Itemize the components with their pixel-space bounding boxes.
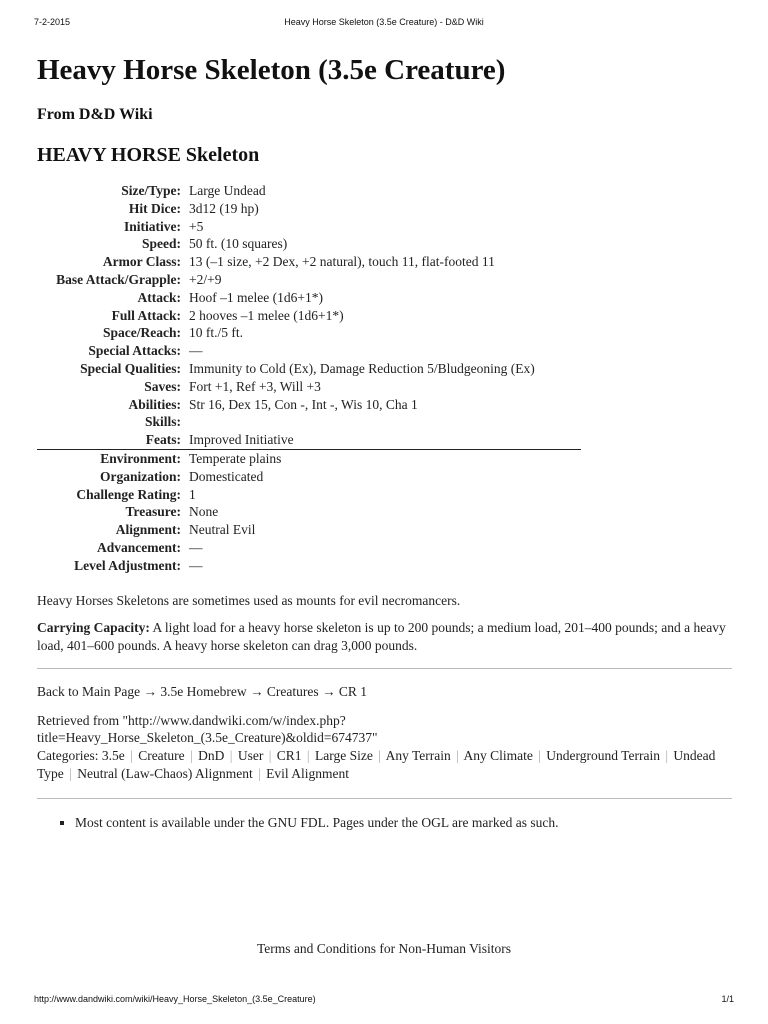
stat-row	[37, 360, 581, 378]
stat-label: Space/Reach:	[103, 325, 181, 341]
stat-row	[37, 307, 581, 325]
carrying-capacity-text: A light load for a heavy horse skeleton is up to 200 pounds; a medium load, 201–400 pounds; and a heavy load, 401–600 pounds. A heavy horse skeleton can drag 3,000 pounds.	[37, 620, 726, 653]
stat-label: Feats:	[37, 431, 189, 449]
breadcrumb-link-homebrew[interactable]: 3.5e Homebrew	[160, 684, 247, 700]
breadcrumb-arrow: →	[321, 684, 336, 700]
stat-block	[37, 182, 581, 575]
category-separator: |	[69, 766, 72, 782]
stat-row	[37, 539, 581, 557]
stat-value: 3d12 (19 hp)	[189, 200, 259, 216]
stat-value: +5	[189, 218, 204, 234]
stat-value: Str 16, Dex 15, Con -, Int -, Wis 10, Cha 1	[189, 396, 418, 412]
stat-value: 10 ft./5 ft.	[189, 325, 243, 341]
print-title: Heavy Horse Skeleton (3.5e Creature) - D&D Wiki	[284, 17, 484, 27]
stat-label: Advancement:	[97, 539, 181, 555]
category-separator: |	[190, 747, 193, 763]
retrieved-from: Retrieved from "http://www.dandwiki.com/w/index.php? title=Heavy_Horse_Skeleton_(3.5e_Creature)&oldid=674737"	[37, 712, 378, 746]
stat-value	[189, 413, 581, 431]
stat-value: Neutral Evil	[189, 522, 256, 538]
stat-row	[37, 235, 581, 253]
stat-label: Treasure:	[125, 504, 181, 520]
breadcrumb-arrow: →	[143, 684, 157, 700]
category-link[interactable]: Any Climate	[463, 747, 533, 763]
print-date: 7-2-2015	[34, 17, 71, 27]
stat-value: Fort +1, Ref +3, Will +3	[189, 378, 321, 394]
stat-value: 13 (–1 size, +2 Dex, +2 natural), touch 11, flat-footed 11	[189, 254, 495, 270]
category-link[interactable]: Large Size	[315, 747, 373, 763]
stat-label: Initiative:	[124, 218, 181, 234]
creature-heading: HEAVY HORSE Skeleton	[37, 144, 260, 166]
category-link[interactable]: Undead Type	[37, 747, 716, 782]
stat-value: —	[189, 539, 203, 555]
print-url: http://www.dandwiki.com/wiki/Heavy_Horse_Skeleton_(3.5e_Creature)	[34, 994, 316, 1004]
footer-note: ▪ Most content is available under the GNU FDL. Pages under the OGL are marked as such.	[75, 814, 732, 832]
description: Heavy Horses Skeletons are sometimes used as mounts for evil necromancers.	[37, 592, 461, 608]
category-link[interactable]: Underground Terrain	[546, 747, 660, 763]
divider	[37, 798, 732, 799]
stat-row	[37, 468, 581, 486]
stat-value: Immunity to Cold (Ex), Damage Reduction 5/Bludgeoning (Ex)	[189, 360, 535, 376]
stat-row	[37, 253, 581, 271]
category-separator: |	[306, 747, 310, 763]
site-subtitle: From D&D Wiki	[37, 106, 153, 123]
stat-label: Attack:	[137, 289, 181, 305]
stat-value: Temperate plains	[189, 450, 282, 466]
terms-link[interactable]: Terms and Conditions for Non-Human Visitors	[256, 941, 512, 956]
stat-label: Organization:	[100, 468, 181, 484]
stat-value: —	[189, 343, 203, 359]
stat-value: None	[189, 504, 219, 520]
stat-row	[37, 431, 581, 449]
stat-value: +2/+9	[189, 271, 222, 287]
category-separator: |	[130, 747, 133, 763]
stat-value: Domesticated	[189, 468, 264, 484]
category-separator: |	[268, 747, 272, 763]
stat-label: Special Qualities:	[80, 360, 181, 376]
stat-row	[37, 503, 581, 521]
stat-value: 1	[189, 486, 196, 502]
stat-row	[37, 378, 581, 396]
stat-label: Saves:	[144, 378, 181, 394]
stat-row	[37, 486, 581, 504]
stat-row	[37, 521, 581, 539]
stat-label: Size/Type:	[121, 183, 181, 198]
stat-label: Alignment:	[115, 522, 181, 538]
category-link[interactable]: 3.5e	[101, 747, 125, 763]
stat-label: Challenge Rating:	[76, 486, 181, 502]
divider	[37, 668, 732, 669]
breadcrumb	[37, 683, 732, 701]
stat-label: Full Attack:	[111, 307, 181, 323]
category-link[interactable]: User	[237, 747, 264, 763]
category-link[interactable]: DnD	[198, 747, 225, 763]
print-page-number: 1/1	[721, 994, 734, 1004]
category-separator: |	[229, 747, 233, 763]
stat-row	[37, 342, 581, 360]
stat-row	[37, 289, 581, 307]
page-title: Heavy Horse Skeleton (3.5e Creature)	[37, 54, 506, 86]
stat-value: 2 hooves –1 melee (1d6+1*)	[189, 307, 344, 323]
stat-row	[37, 218, 581, 236]
stat-label: Base Attack/Grapple:	[56, 271, 181, 287]
stat-value: —	[189, 557, 203, 573]
stat-label: Hit Dice:	[128, 200, 181, 216]
stat-row	[37, 557, 581, 575]
stat-row	[37, 182, 581, 200]
category-link[interactable]: CR1	[276, 747, 302, 763]
category-link[interactable]: Evil Alignment	[266, 766, 350, 782]
carrying-capacity-label: Carrying Capacity:	[37, 620, 150, 636]
breadcrumb-link-main[interactable]: Back to Main Page	[37, 684, 141, 700]
category-separator: |	[258, 766, 261, 782]
carrying-capacity	[37, 619, 732, 654]
stat-label: Level Adjustment:	[74, 557, 181, 573]
category-link[interactable]: Any Terrain	[385, 747, 451, 763]
breadcrumb-link-cr1[interactable]: CR 1	[338, 684, 367, 700]
stat-value: Hoof –1 melee (1d6+1*)	[189, 289, 323, 305]
stat-row	[37, 324, 581, 342]
stat-label: Environment:	[100, 450, 181, 466]
stat-label: Abilities:	[128, 396, 181, 412]
categories-label: Categories:	[37, 747, 99, 763]
stat-label: Speed:	[141, 236, 181, 252]
stat-label: Armor Class:	[102, 254, 181, 270]
stat-label: Special Attacks:	[88, 343, 181, 359]
stat-value: Improved Initiative	[189, 431, 581, 449]
stat-row	[37, 271, 581, 289]
breadcrumb-link-creatures[interactable]: Creatures	[266, 684, 319, 700]
category-link[interactable]: Neutral (Law-Chaos) Alignment	[77, 766, 253, 782]
category-separator: |	[456, 747, 459, 763]
category-separator: |	[378, 747, 381, 763]
stat-value: Large Undead	[189, 183, 266, 198]
breadcrumb-arrow: →	[249, 684, 264, 700]
category-link[interactable]: Creature	[138, 747, 185, 763]
category-separator: |	[538, 747, 541, 763]
category-links	[37, 747, 732, 784]
stat-row	[37, 413, 581, 431]
article	[37, 50, 732, 832]
stat-row	[37, 449, 581, 467]
category-separator: |	[665, 747, 669, 763]
stat-label: Skills:	[144, 414, 181, 430]
stat-row	[37, 396, 581, 414]
stat-row	[37, 200, 581, 218]
footer-list	[37, 814, 732, 832]
stat-value: 50 ft. (10 squares)	[189, 236, 288, 252]
